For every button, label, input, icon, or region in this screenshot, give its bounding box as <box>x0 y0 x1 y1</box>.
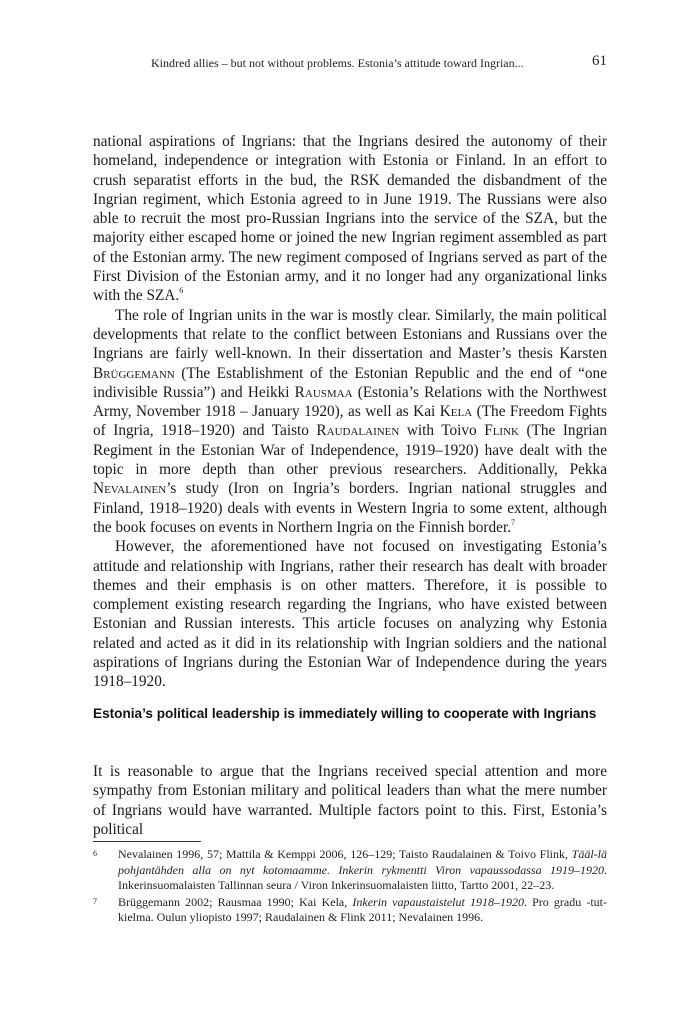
paragraph-3: However, the aforementioned have not focused on investigating Estonia’s attitude and relationship with Ingrians, rather their research has dealt with broader themes and their emphasis is on other matters. Therefore, it is possible to complement existing research regarding the Ingrians, who have existed between Estonian and Russian interests. This article focuses on analyzing why Estonia related and acted as it did in its relationship with Ingrian soldiers and the national aspirations of Ingrians during the Estonian War of Independence during the years 1918–1920. <box>93 538 607 691</box>
paragraph-2-text: (The Establishment of the Estonian Republic and the end of “one indivisible Russia”) and Heikki <box>93 364 607 401</box>
paragraph-2-text: (The Freedom Fights of Ingria, 1918–1920) and Taisto <box>93 403 607 440</box>
author-name-rausmaa: Rausmaa <box>294 383 353 401</box>
author-name-bruggemann: Brüggemann <box>93 364 175 382</box>
footnote-text: Brüggemann 2002; Rausmaa 1990; Kai Kela, <box>118 894 353 909</box>
author-name-raudalainen: Raudalainen <box>316 422 400 440</box>
main-text <box>93 132 607 692</box>
paragraph-2-text: (Estonia’s Relations with the Northwest Army, November 1918 – January 1920), as well as Kai <box>93 383 607 421</box>
footnote-ref-6[interactable]: 6 <box>179 286 184 296</box>
paragraph-2 <box>93 306 607 538</box>
page-number: 61 <box>592 53 607 69</box>
footnote-number: 7 <box>93 896 97 906</box>
paragraph-2-text: The role of Ingrian units in the war is mostly clear. Similarly, the main political developments that relate to the conflict between Estonians and Russians over the Ingrians are fairly well-known. In their dissertation and Master’s thesis Karsten <box>93 306 607 363</box>
footnote-7 <box>93 895 607 926</box>
running-title: Kindred allies – but not without problems. Estonia’s attitude toward Ingrian... <box>151 56 524 70</box>
paragraph-2-text: with Toivo <box>399 422 485 440</box>
footnote-ref-7[interactable]: 7 <box>511 517 516 527</box>
footnote-title: Inkerin vapaustaistelut 1918–1920 <box>352 894 524 909</box>
paragraph-1 <box>93 132 607 306</box>
paragraph-2-text: ’s study (Iron on Ingria’s borders. Ingrian national struggles and Finland, 1918–1920) deals with events in Western Ingria to some extent, although the book focuses on events in Northern Ingria on the Finnish border. <box>93 480 607 536</box>
author-name-kela: Kela <box>439 403 473 421</box>
footnote-text: . Pro gradu -tut-kielma. Oulun yliopisto 1997; Raudalainen & Flink 2011; Nevalainen 1996. <box>118 894 608 925</box>
footnote-number: 6 <box>93 849 97 858</box>
footnotes <box>93 847 607 927</box>
paragraph-1-text: national aspirations of Ingrians: that the Ingrians desired the autonomy of their homeland, independence or integration with Estonia or Finland. In an effort to crush separatist efforts in the bud, the RSK demanded the disbandment of the Ingrian regiment, which Estonia agreed to in June 1919. The Russians were also able to recruit the most pro-Russian Ingrians into the service of the SZA, but the majority either escaped home or joined the new Ingrian regiment assembled as part of the Estonian army. The new regiment composed of Ingrians served as part of the First Division of the Estonian army, and it no longer had any organizational links with the SZA. <box>93 133 607 305</box>
paragraph-2-text: (The Ingrian Regiment in the Estonian War of Independence, 1919–1920) have dealt with the topic in more depth than other previous researchers. Additionally, Pekka <box>93 422 607 479</box>
author-name-nevalainen: Nevalainen <box>93 480 167 498</box>
author-name-flink: Flink <box>484 422 519 440</box>
footnote-text: Nevalainen 1996, 57; Mattila & Kemppi 2006, 126–129; Taisto Raudalainen & Toivo Flink, <box>118 847 572 861</box>
section-heading: Estonia’s political leadership is immediately willing to cooperate with Ingrians <box>93 706 597 721</box>
footnote-title: Tääl-lä pohjantähden alla on nyt kotomaamme. Inkerin rykmentti Viron vapaussodassa 1919–1920 <box>118 847 607 877</box>
footnote-6 <box>93 847 607 894</box>
footnote-text: . Inkerinsuomalaisten Tallinnan seura / Viron Inkerinsuomalaisten liitto, Tartto 2001, 22–23. <box>118 862 607 893</box>
footnote-divider <box>93 841 201 842</box>
section-paragraph: It is reasonable to argue that the Ingrians received special attention and more sympathy from Estonian military and political leaders than what the mere number of Ingrians would have warranted. Multiple factors point to this. First, Estonia’s political <box>93 763 607 838</box>
